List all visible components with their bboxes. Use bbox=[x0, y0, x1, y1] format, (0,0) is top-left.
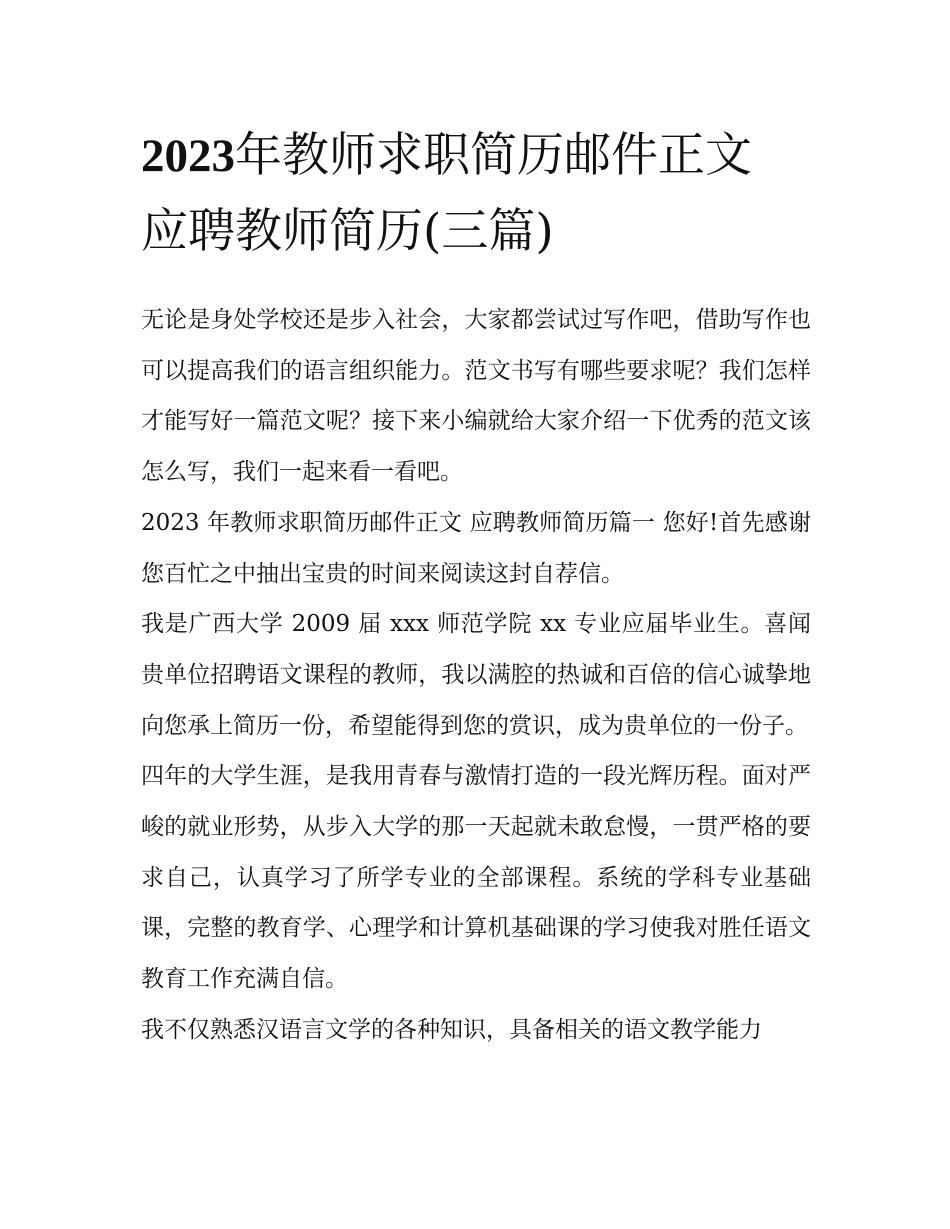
paragraph-greeting: 2023 年教师求职简历邮件正文 应聘教师简历篇一 您好!首先感谢您百忙之中抽出宝贵的时间来阅读这封自荐信。 bbox=[141, 509, 811, 587]
paragraph-university-life: 四年的大学生涯，是我用青春与激情打造的一段光辉历程。面对严峻的就业形势，从步入大学的那一天起就未敢怠慢，一贯严格的要求自己，认真学习了所学专业的全部课程。系统的学科专业基础课，完整的教育学、心理学和计算机基础课的学习使我对胜任语文教育工作充满自信。 bbox=[141, 763, 811, 993]
title-line-1-text: 年教师求职简历邮件正文 bbox=[235, 128, 752, 183]
document-content bbox=[141, 118, 811, 1056]
title-year: 2023 bbox=[141, 130, 235, 182]
title-line-1 bbox=[141, 118, 811, 194]
document-body bbox=[141, 295, 811, 1056]
paragraph-intro: 无论是身处学校还是步入社会，大家都尝试过写作吧，借助写作也可以提高我们的语言组织能力。范文书写有哪些要求呢？我们怎样才能写好一篇范文呢？接下来小编就给大家介绍一下优秀的范文该怎么写，我们一起来看一看吧。 bbox=[141, 307, 811, 486]
title-line-2: 应聘教师简历(三篇) bbox=[141, 204, 554, 259]
paragraph-self-introduction: 我是广西大学 2009 届 xxx 师范学院 xx 专业应届毕业生。喜闻贵单位招聘语文课程的教师，我以满腔的热诚和百倍的信心诚挚地向您承上简历一份，希望能得到您的赏识，成为贵单位的一份子。 bbox=[141, 611, 811, 739]
paragraph-skills: 我不仅熟悉汉语言文学的各种知识，具备相关的语文教学能力 bbox=[141, 1016, 762, 1043]
document-title bbox=[141, 118, 811, 270]
